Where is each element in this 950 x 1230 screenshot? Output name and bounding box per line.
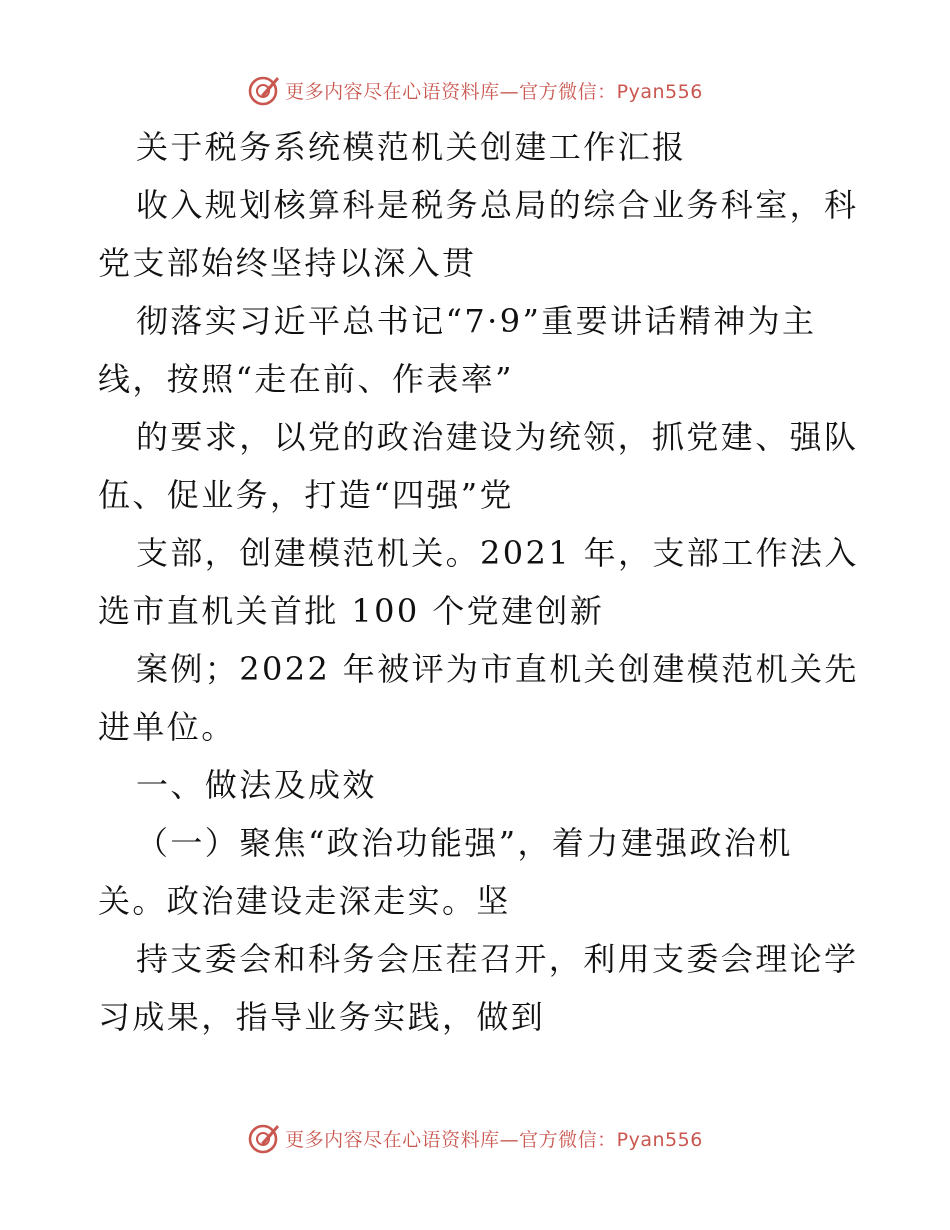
paragraph-line: 持支委会和科务会压茬召开，利用支委会理论学 <box>136 940 859 978</box>
document-title: 关于税务系统模范机关创建工作汇报 <box>136 128 687 166</box>
footer-watermark <box>0 1118 950 1158</box>
pen-logo-icon <box>247 1121 281 1155</box>
paragraph-line: 彻落实习近平总书记“7·9”重要讲话精神为主 <box>136 302 817 340</box>
section-heading: 一、做法及成效 <box>136 766 377 804</box>
paragraph-line: 案例；2022 年被评为市直机关创建模范机关先 <box>136 650 859 688</box>
watermark-text: 更多内容尽在心语资料库—官方微信：Pyan556 <box>285 1128 703 1151</box>
header-watermark <box>0 70 950 110</box>
pen-logo-icon <box>247 73 281 107</box>
paragraph-line: 习成果，指导业务实践，做到 <box>98 998 546 1036</box>
paragraph-line: 线，按照“走在前、作表率” <box>98 360 514 398</box>
subsection-heading-line: （一）聚焦“政治功能强”，着力建强政治机 <box>136 824 793 862</box>
paragraph-line: 选市直机关首批 100 个党建创新 <box>98 592 605 630</box>
paragraph-line: 收入规划核算科是税务总局的综合业务科室，科 <box>136 186 859 224</box>
paragraph-line: 党支部始终坚持以深入贯 <box>98 244 477 282</box>
paragraph-line: 伍、促业务，打造“四强”党 <box>98 476 514 514</box>
paragraph-line: 关。政治建设走深走实。坚 <box>98 882 511 920</box>
paragraph-line: 的要求，以党的政治建设为统领，抓党建、强队 <box>136 418 859 456</box>
paragraph-line: 支部，创建模范机关。2021 年，支部工作法入 <box>136 534 859 572</box>
paragraph-line: 进单位。 <box>98 708 236 746</box>
watermark-text: 更多内容尽在心语资料库—官方微信：Pyan556 <box>285 80 703 103</box>
document-body <box>98 118 858 1046</box>
